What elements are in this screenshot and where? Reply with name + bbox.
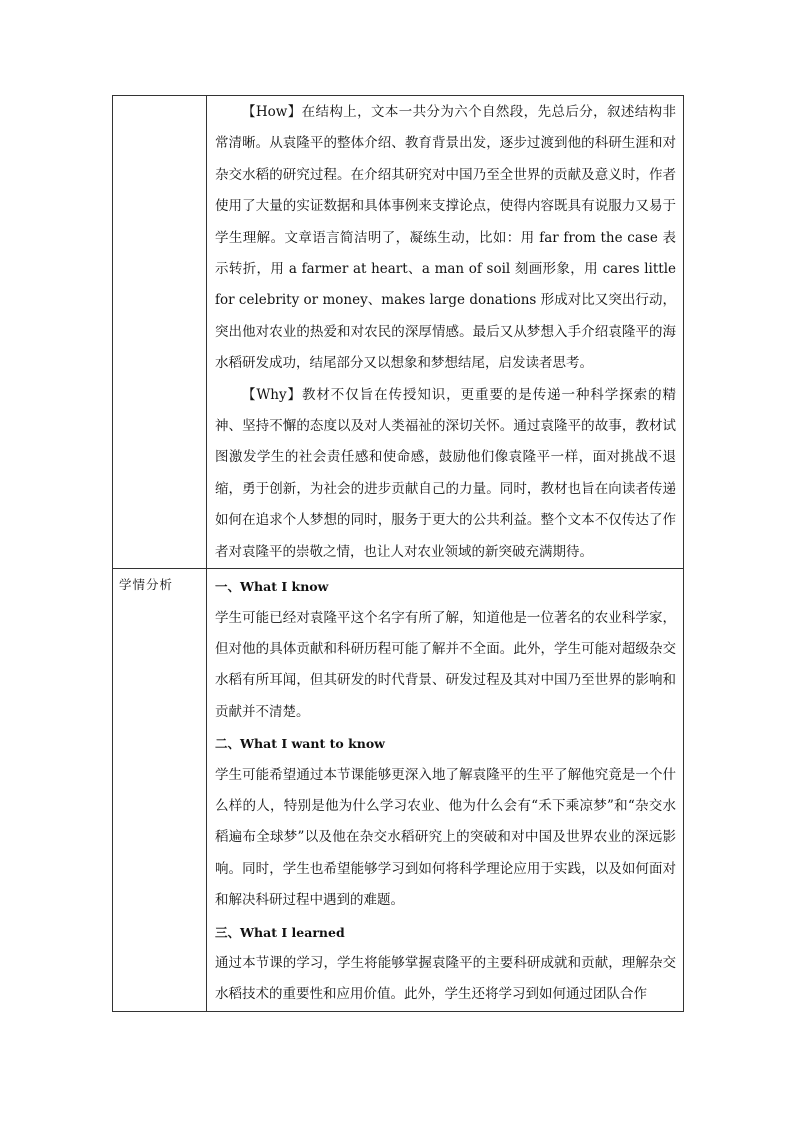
how-paragraph: 【How】在结构上，文本一共分为六个自然段，先总后分，叙述结构非常清晰。从袁隆平的整体介绍、教育背景出发，逐步过渡到他的科研生涯和对杂交水稻的研究过程。在介绍其研究对中国乃至全世界的贡献及意义时，作者使用了大量的实证数据和具体事例来支撑论点，使得内容既具有说服力又易于学生理解。文章语言简洁明了，凝练生动，比如：用 far from the case 表示转折，用 a farmer at heart、a man of soil 刻画形象，用 cares little for celebrity or money、makes large donations 形成对比又突出行动，突出他对农业的热爱和对农民的深厚情感。最后又从梦想入手介绍袁隆平的海水稻研发成功，结尾部分又以想象和梦想结尾，启发读者思考。	[215, 104, 676, 372]
row-content-cell	[207, 96, 684, 569]
what-i-learned-paragraph: 通过本节课的学习，学生将能够掌握袁隆平的主要科研成就和贡献，理解杂交水稻技术的重要性和应用价值。此外，学生还将学习到如何通过团队合作	[215, 954, 676, 1003]
row-label: 学情分析	[119, 577, 174, 593]
row-content-cell	[207, 569, 684, 1012]
what-i-want-to-know-paragraph: 学生可能希望通过本节课能够更深入地了解袁隆平的生平了解他究竟是一个什么样的人，特别是他为什么学习农业、他为什么会有“禾下乘凉梦”和“杂交水稻遍布全球梦”以及他在杂交水稻研究上的突破和对中国及世界农业的深远影响。同时，学生也希望能够学习到如何将科学理论应用于实践，以及如何面对和解决科研过程中遇到的难题。	[215, 766, 676, 909]
row-label	[113, 96, 206, 102]
table-row-text-analysis	[113, 96, 684, 569]
section-heading-what-i-want-to-know: 二、What I want to know	[215, 736, 385, 752]
row-label-cell	[113, 569, 207, 1012]
why-paragraph: 【Why】教材不仅旨在传授知识，更重要的是传递一种科学探索的精神、坚持不懈的态度以及对人类福祉的深切关怀。通过袁隆平的故事，教材试图激发学生的社会责任感和使命感，鼓励他们像袁隆平一样，面对挑战不退缩，勇于创新，为社会的进步贡献自己的力量。同时，教材也旨在向读者传递如何在追求个人梦想的同时，服务于更大的公共利益。整个文本不仅传达了作者对袁隆平的崇敬之情，也让人对农业领域的新突破充满期待。	[215, 386, 676, 560]
section-heading-what-i-learned: 三、What I learned	[215, 924, 345, 940]
section-heading-what-i-know: 一、What I know	[215, 579, 329, 595]
what-i-know-paragraph: 学生可能已经对袁隆平这个名字有所了解，知道他是一位著名的农业科学家，但对他的具体贡献和科研历程可能了解并不全面。此外，学生可能对超级杂交水稻有所耳闻，但其研发的时代背景、研发过程及其对中国乃至世界的影响和贡献并不清楚。	[215, 609, 676, 720]
row-label-cell	[113, 96, 207, 569]
table-row-student-analysis	[113, 569, 684, 1012]
lesson-plan-table	[112, 95, 684, 1012]
